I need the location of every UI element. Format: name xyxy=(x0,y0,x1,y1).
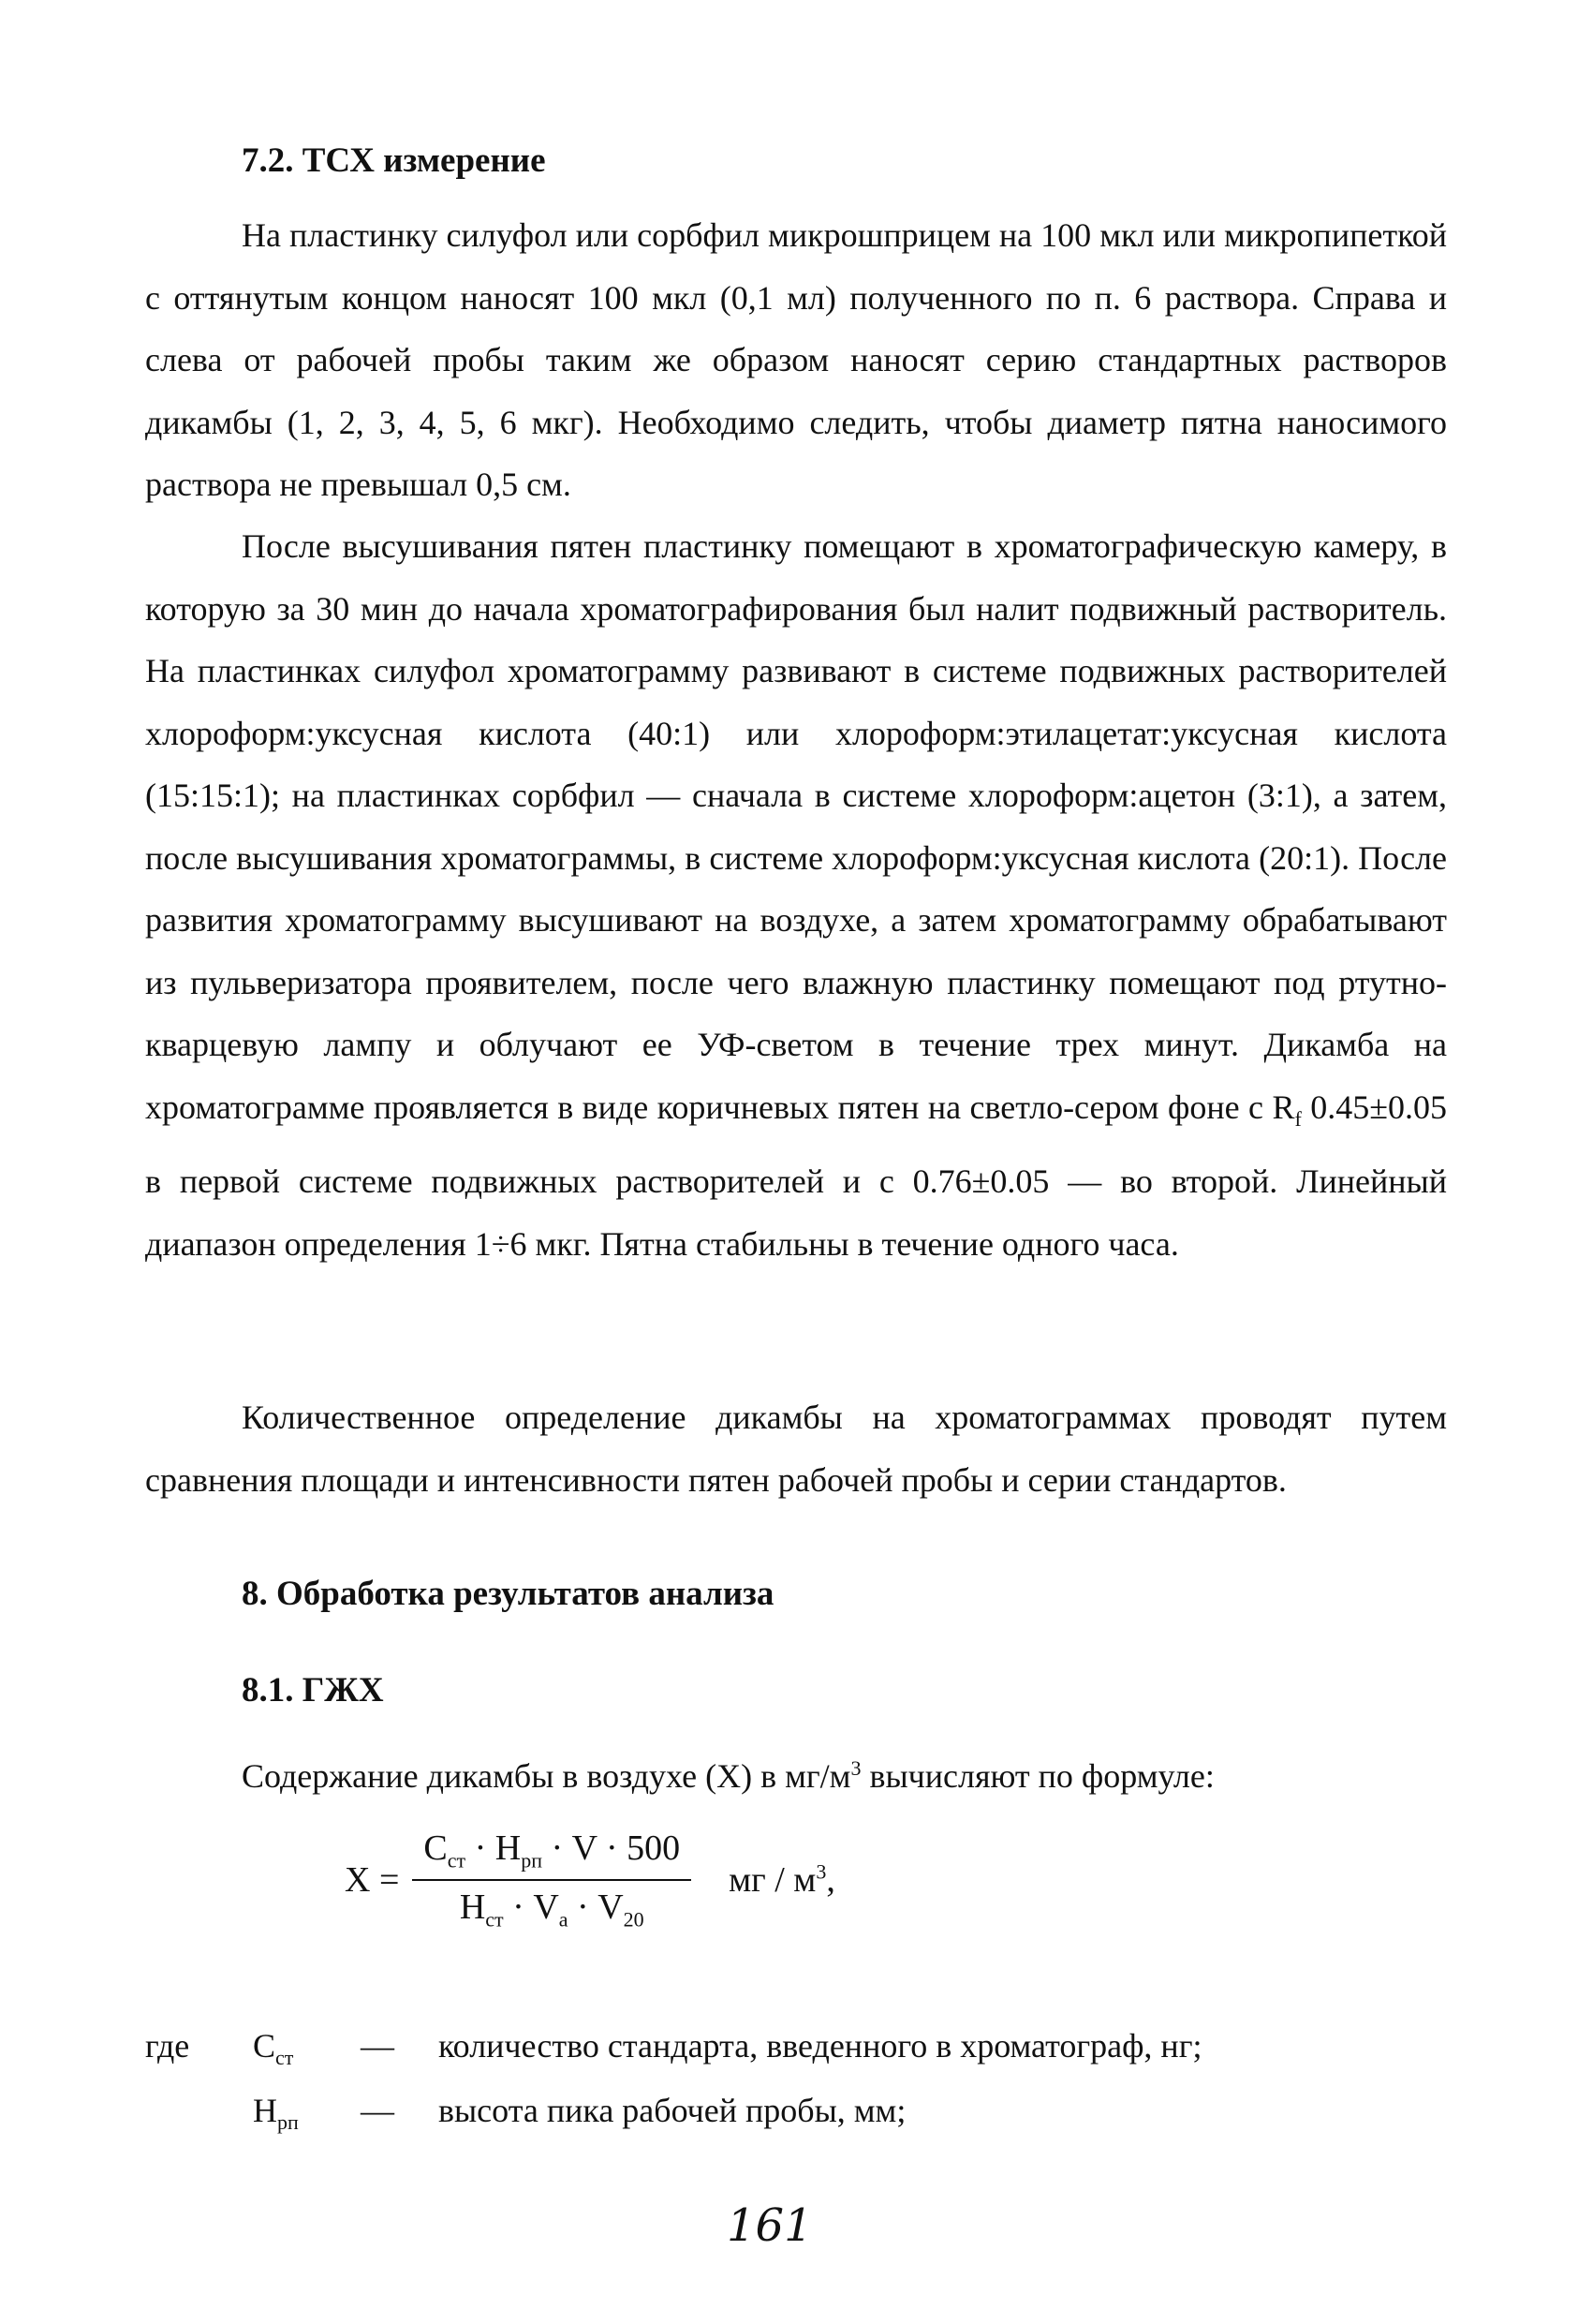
den-h-sub: ст xyxy=(485,1907,504,1932)
formula-intro-tail: вычисляют по формуле: xyxy=(861,1757,1215,1795)
formula-intro-sup: 3 xyxy=(850,1756,862,1780)
den-v: V xyxy=(533,1887,559,1927)
formula-unit xyxy=(729,1859,835,1901)
section-8-heading: 8. Обработка результатов анализа xyxy=(242,1575,774,1613)
num-dot-3: · xyxy=(597,1828,627,1869)
den-h: H xyxy=(459,1887,486,1927)
num-h: H xyxy=(494,1828,522,1869)
legend-c-sub: ст xyxy=(275,2046,294,2070)
num-constant: 500 xyxy=(627,1828,681,1869)
formula-intro xyxy=(145,1738,1447,1808)
paragraph-2-text: После высушивания пятен пластинку помещают в хроматографическую камеру, в которую за 30 мин до начала хроматографирования был налит подвижный растворитель. На пластинках силуфол хроматограмму развивают в системе подвижных растворителей хлороформ:уксусная кислота (40:1) или хлороформ:этилацетат:уксусная кислота (15:15:1); на пластинках сорбфил — сначала в системе хлороформ:ацетон (3:1), а затем, после высушивания хроматограммы, в системе хлороформ:уксусная кислота (20:1). После развития хроматограмму высушивают на воздухе, а затем хроматограмму обрабатывают из пульверизатора проявителем, после чего влажную пластинку помещают под ртутно-кварцевую лампу и облучают ее УФ-светом в течение трех минут. Дикамба на хроматограмме проявляется в виде коричневых пятен на светло-сером фоне с xyxy=(145,527,1447,1126)
unit-sup: 3 xyxy=(816,1859,827,1884)
num-dot-1: · xyxy=(465,1828,495,1869)
legend-c-letter: C xyxy=(253,2027,276,2065)
rf-subscript: f xyxy=(1294,1106,1302,1131)
paragraph-2-tail: 0.45±0.05 в первой системе подвижных растворителей и с 0.76±0.05 — во второй. Линейный диапазон определения 1÷6 мкг. Пятна стабильны в течение одного часа. xyxy=(145,1088,1448,1263)
den-dot-1: · xyxy=(503,1887,534,1927)
num-dot-2: · xyxy=(542,1828,572,1869)
legend-h-sub: рп xyxy=(277,2110,299,2135)
section-8-1-heading: 8.1. ГЖХ xyxy=(242,1671,384,1710)
num-v: V xyxy=(571,1828,597,1869)
den-v20-sub: 20 xyxy=(623,1907,644,1932)
den-v-sub: а xyxy=(558,1907,568,1932)
section-7-2-paragraph-3: Количественное определение дикамбы на хроматограммах проводят путем сравнения площади и интенсивности пятен рабочей пробы и серии стандартов. xyxy=(145,1399,1447,1499)
formula-denominator xyxy=(449,1881,656,1932)
num-c-sub: ст xyxy=(447,1849,466,1873)
legend-text-h-rp: высота пика рабочей пробы, мм; xyxy=(438,2092,907,2129)
formula xyxy=(345,1828,835,1932)
formula-fraction xyxy=(412,1828,691,1932)
unit-tail: , xyxy=(826,1860,835,1900)
legend-symbol-c-st xyxy=(253,2026,293,2070)
legend-dash-1: — xyxy=(361,2027,394,2065)
legend-where: где xyxy=(145,2027,190,2065)
legend-h-letter: H xyxy=(253,2092,277,2129)
legend-symbol-h-rp xyxy=(253,2091,299,2135)
num-h-sub: рп xyxy=(521,1849,543,1873)
formula-numerator xyxy=(412,1828,691,1881)
formula-intro-text: Содержание дикамбы в воздухе (X) в мг/м xyxy=(242,1757,851,1795)
den-dot-2: · xyxy=(568,1887,598,1927)
legend-text-c-st: количество стандарта, введенного в хроматограф, нг; xyxy=(438,2027,1202,2065)
page-number: 161 xyxy=(727,2199,813,2252)
legend-dash-2: — xyxy=(361,2092,394,2129)
unit-text: мг / м xyxy=(729,1860,817,1900)
section-7-2-paragraph-1: На пластинку силуфол или сорбфил микрошприцем на 100 мкл или микропипеткой с оттянутым концом наносят 100 мкл (0,1 мл) полученного по п. 6 раствора. Справа и слева от рабочей пробы таким же образом наносят серию стандартных растворов дикамбы (1, 2, 3, 4, 5, 6 мкг). Необходимо следить, чтобы диаметр пятна наносимого раствора не превышал 0,5 см. xyxy=(145,216,1447,503)
section-7-2-paragraph-2 xyxy=(145,515,1447,1275)
section-7-2-heading: 7.2. ТСХ измерение xyxy=(242,141,546,180)
rf-symbol: R xyxy=(1272,1088,1295,1126)
num-c: C xyxy=(423,1828,448,1869)
formula-lhs: X = xyxy=(345,1860,400,1900)
den-v20: V xyxy=(597,1887,624,1927)
